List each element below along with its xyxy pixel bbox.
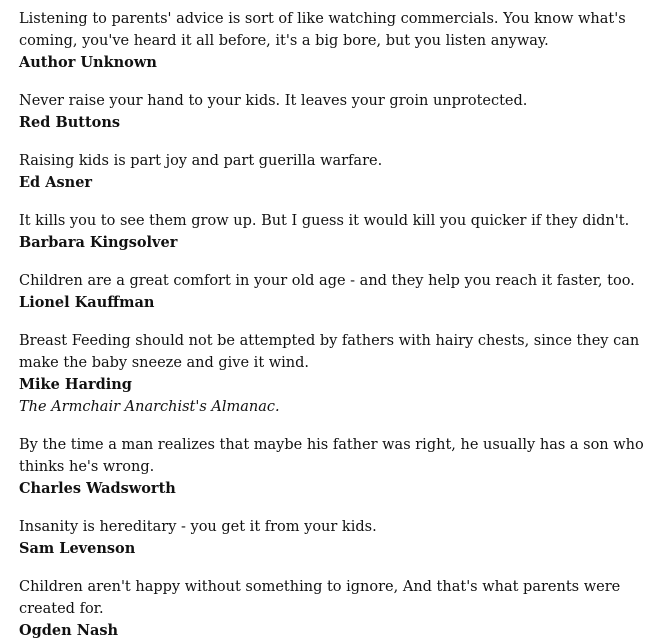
quote-text: By the time a man realizes that maybe his father was right, he usually has a son who thinks he's wrong.	[19, 437, 644, 475]
quote-source: The Armchair Anarchist's Almanac.	[19, 399, 280, 415]
quote-author: Red Buttons	[19, 114, 121, 131]
quote-author: Ed Asner	[19, 174, 93, 191]
quote-text: Children aren't happy without something to ignore, And that's what parents were created for.	[19, 579, 621, 617]
quote-author: Charles Wadsworth	[19, 480, 176, 497]
quote-author: Sam Levenson	[19, 540, 136, 557]
quote-author: Barbara Kingsolver	[19, 234, 178, 251]
quote-author: Mike Harding	[19, 376, 132, 393]
quote-item	[19, 576, 646, 642]
quote-item	[19, 270, 646, 314]
quote-text: Insanity is hereditary - you get it from your kids.	[19, 519, 377, 535]
quote-item	[19, 434, 646, 500]
quote-author: Author Unknown	[19, 54, 157, 71]
quote-item	[19, 90, 646, 134]
quote-item	[19, 150, 646, 194]
quote-text: It kills you to see them grow up. But I guess it would kill you quicker if they didn't.	[19, 213, 630, 229]
quote-text: Listening to parents' advice is sort of like watching commercials. You know what's coming, you've heard it all before, it's a big bore, but you listen anyway.	[19, 11, 626, 49]
quote-item	[19, 210, 646, 254]
quote-text: Never raise your hand to your kids. It leaves your groin unprotected.	[19, 93, 528, 109]
quote-text: Breast Feeding should not be attempted by fathers with hairy chests, since they can make the baby sneeze and give it wind.	[19, 333, 640, 371]
quote-author: Ogden Nash	[19, 622, 119, 639]
quote-text: Raising kids is part joy and part guerilla warfare.	[19, 153, 383, 169]
quote-text: Children are a great comfort in your old age - and they help you reach it faster, too.	[19, 273, 635, 289]
quote-item	[19, 516, 646, 560]
quote-author: Lionel Kauffman	[19, 294, 155, 311]
quote-item	[19, 330, 646, 418]
quote-item	[19, 8, 646, 74]
